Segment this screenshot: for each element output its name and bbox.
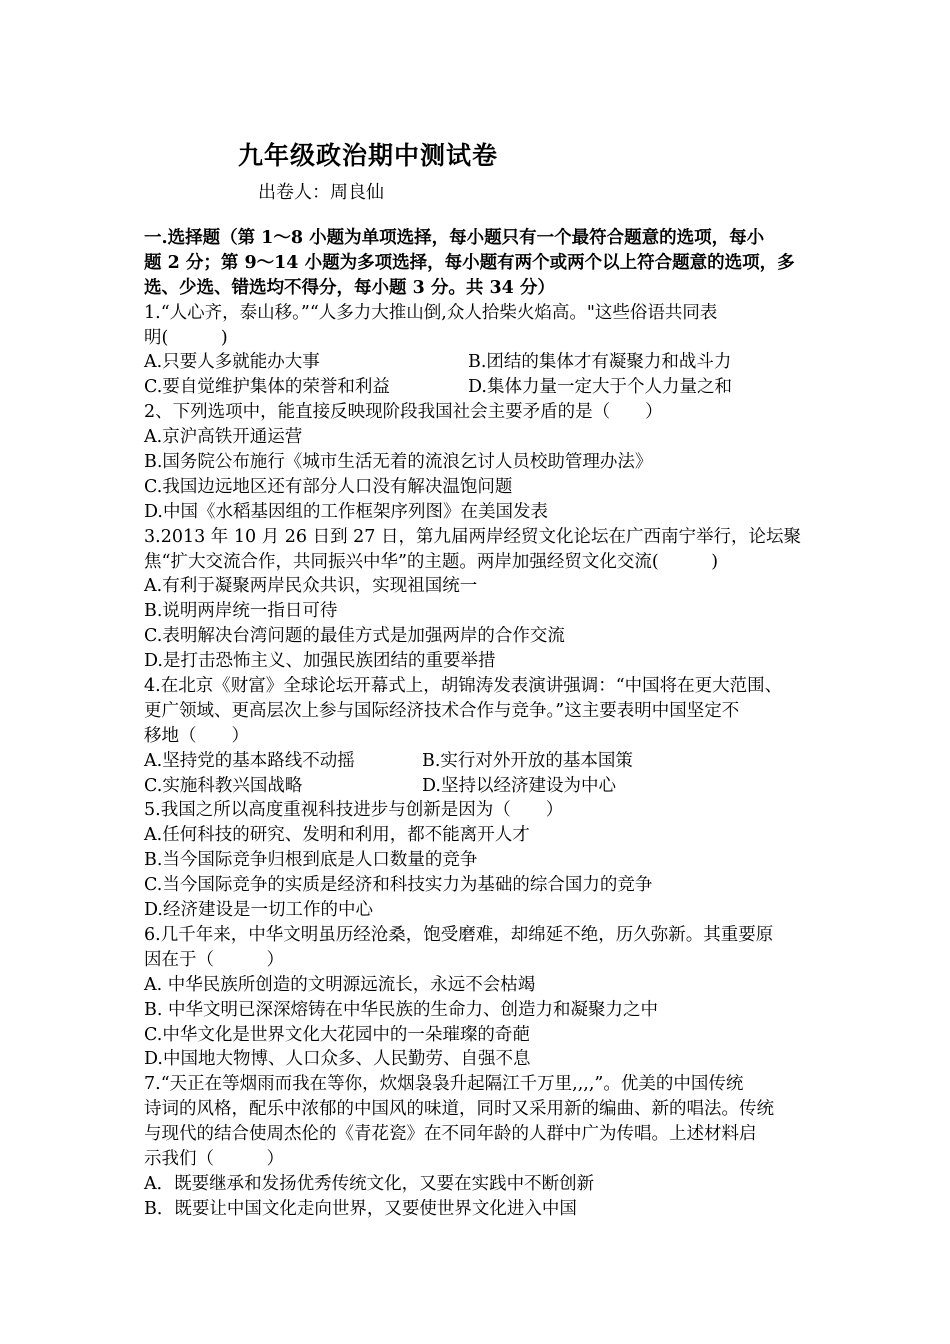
question-stem-line: 因在于（ ） (144, 949, 284, 970)
option-d: D.是打击恐怖主义、加强民族团结的重要举措 (144, 651, 496, 672)
option-d: D.中国《水稻基因组的工作框架序列图》在美国发表 (144, 501, 548, 522)
option-c: C.要自觉维护集体的荣誉和利益 (144, 377, 390, 398)
option-b: B．既要让中国文化走向世界，又要使世界文化进入中国 (144, 1198, 577, 1219)
question-stem-line: 6.几千年来，中华文明虽历经沧桑，饱受磨难，却绵延不绝，历久弥新。其重要原 (144, 924, 774, 945)
option-c: C.实施科教兴国战略 (144, 775, 303, 796)
option-c: C.当今国际竞争的实质是经济和科技实力为基础的综合国力的竞争 (144, 875, 653, 896)
question-stem-line: 诗词的风格，配乐中浓郁的中国风的味道，同时又采用新的编曲、新的唱法。传统 (144, 1099, 774, 1120)
author-line: 出卷人：周良仙 (258, 182, 384, 203)
option-a: A. 中华民族所创造的文明源远流长，永远不会枯竭 (144, 974, 536, 995)
option-b: B.实行对外开放的基本国策 (422, 750, 633, 771)
option-d: D.中国地大物博、人口众多、人民勤劳、自强不息 (144, 1049, 531, 1070)
option-row (144, 774, 824, 799)
option-row (144, 350, 824, 375)
question-2 (144, 400, 824, 524)
option-d: D.经济建设是一切工作的中心 (144, 900, 373, 921)
option-b: B.团结的集体才有凝聚力和战斗力 (468, 352, 732, 373)
option-d: D.坚持以经济建设为中心 (422, 775, 616, 796)
question-4 (144, 674, 824, 798)
option-d: D.集体力量一定大于个人力量之和 (468, 377, 732, 398)
question-stem-line: 3.2013 年 10 月 26 日到 27 日，第九届两岸经贸文化论坛在广西南宁举行，论坛聚 (144, 526, 801, 547)
question-stem-line: 2、下列选项中，能直接反映现阶段我国社会主要矛盾的是（ ） (144, 402, 663, 423)
exam-content (144, 226, 824, 1222)
option-a: A.京沪高铁开通运营 (144, 427, 303, 448)
section-header-line: 题 2 分；第 9～14 小题为多项选择，每小题有两个或两个以上符合题意的选项，多 (144, 252, 795, 273)
option-a: A.只要人多就能办大事 (144, 352, 320, 373)
option-row (144, 375, 824, 400)
section-header (144, 226, 824, 301)
option-a: A.有利于凝聚两岸民众共识，实现祖国统一 (144, 576, 478, 597)
option-a: A.任何科技的研究、发明和利用，都不能离开人才 (144, 825, 530, 846)
question-7 (144, 1072, 824, 1221)
page-title: 九年级政治期中测试卷 (238, 141, 499, 170)
option-a: A．既要继承和发扬优秀传统文化，又要在实践中不断创新 (144, 1173, 595, 1194)
question-stem-line: 更广领域、更高层次上参与国际经济技术合作与竞争。”这主要表明中国坚定不 (144, 700, 740, 721)
question-stem-line: 移地（ ） (144, 725, 249, 746)
section-header-line: 一.选择题（第 1～8 小题为单项选择，每小题只有一个最符合题意的选项，每小 (144, 228, 765, 248)
question-stem-line: 7.“天正在等烟雨而我在等你，炊烟袅袅升起隔江千万里,,,,”。优美的中国传统 (144, 1074, 744, 1095)
question-stem-line: 1.“人心齐，泰山移。”“人多力大推山倒,众人拾柴火焰高。"这些俗语共同表 (144, 302, 718, 323)
option-b: B.国务院公布施行《城市生活无着的流浪乞讨人员校助管理办法》 (144, 452, 653, 473)
question-stem-line: 焦“扩大交流合作，共同振兴中华”的主题。两岸加强经贸文化交流( ) (144, 551, 719, 572)
question-stem-line: 示我们（ ） (144, 1148, 284, 1169)
question-stem-line: 4.在北京《财富》全球论坛开幕式上，胡锦涛发表演讲强调：“中国将在更大范围、 (144, 676, 783, 697)
question-1 (144, 301, 824, 401)
option-row (144, 749, 824, 774)
option-b: B.说明两岸统一指日可待 (144, 601, 338, 622)
option-c: C.中华文化是世界文化大花园中的一朵璀璨的奇葩 (144, 1024, 530, 1045)
option-a: A.坚持党的基本路线不动摇 (144, 750, 355, 771)
option-b: B.当今国际竞争归根到底是人口数量的竞争 (144, 850, 478, 871)
option-b: B. 中华文明已深深熔铸在中华民族的生命力、创造力和凝聚力之中 (144, 999, 658, 1020)
question-6 (144, 923, 824, 1072)
question-stem-line: 与现代的结合使周杰伦的《青花瓷》在不同年龄的人群中广为传唱。上述材料启 (144, 1124, 757, 1145)
question-stem-line: 明( ) (144, 327, 228, 348)
option-c: C.表明解决台湾问题的最佳方式是加强两岸的合作交流 (144, 626, 565, 647)
section-header-line: 选、少选、错选均不得分，每小题 3 分。共 34 分） (144, 277, 555, 298)
question-3 (144, 525, 824, 674)
question-5 (144, 798, 824, 922)
question-stem-line: 5.我国之所以高度重视科技进步与创新是因为（ ） (144, 800, 564, 821)
option-c: C.我国边远地区还有部分人口没有解决温饱问题 (144, 476, 513, 497)
